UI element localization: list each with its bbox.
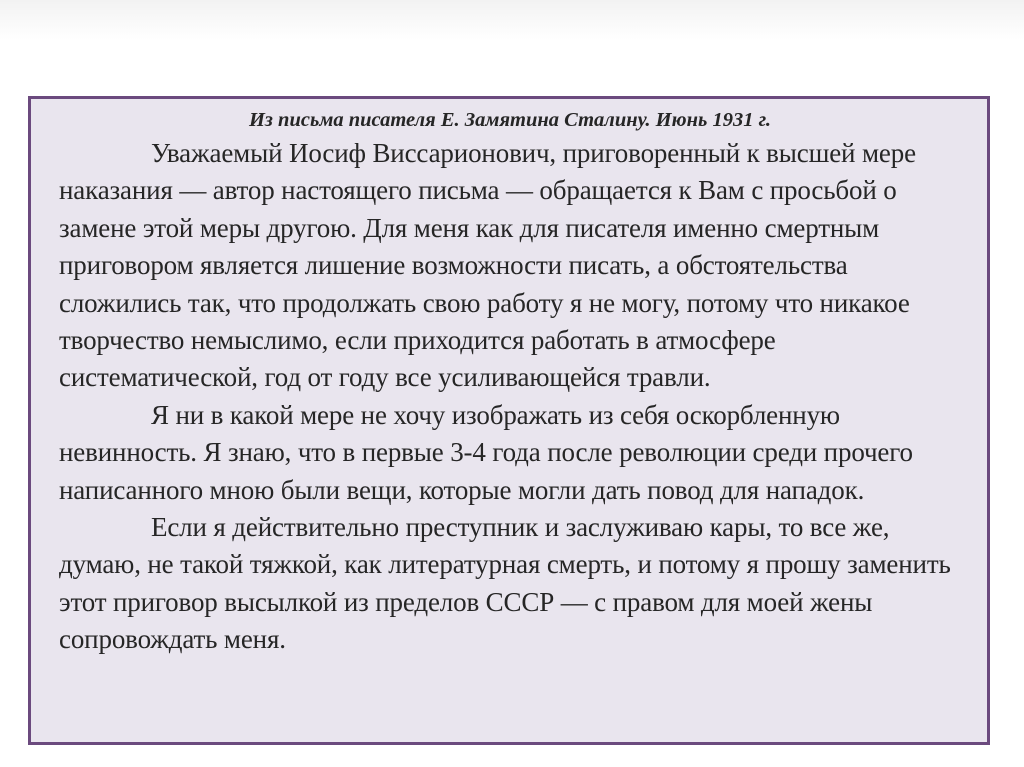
letter-title: Из письма писателя Е. Замятина Сталину. Июнь 1931 г. bbox=[248, 109, 771, 131]
letter-text-box bbox=[28, 96, 990, 745]
slide-top-shade bbox=[0, 0, 1024, 40]
letter-paragraph-2: Я ни в какой мере не хочу изображать из себя оскорбленную невинность. Я знаю, что в первые 3-4 года после революции среди прочего написанного мною были вещи, которые могли дать повод для нападок. bbox=[59, 399, 913, 505]
letter-paragraph-3: Если я действительно преступник и заслуживаю кары, то все же, думаю, не такой тяжкой, как литературная смерть, и потому я прошу заменить этот приговор высылкой из пределов СССР — с правом для моей жены сопровождать меня. bbox=[59, 512, 951, 655]
letter-paragraph-1: Уважаемый Иосиф Виссарионович, приговоренный к высшей мере наказания — автор настоящего письма — обращается к Вам с просьбой о замене этой меры другою. Для меня как для писателя именно смертным приговором является лишение возможности писать, а обстоятельства сложились так, что продолжать свою работу я не могу, потому что никакое творчество немыслимо, если приходится работать в атмосфере систематической, год от году все усиливающейся травли. bbox=[59, 138, 916, 393]
